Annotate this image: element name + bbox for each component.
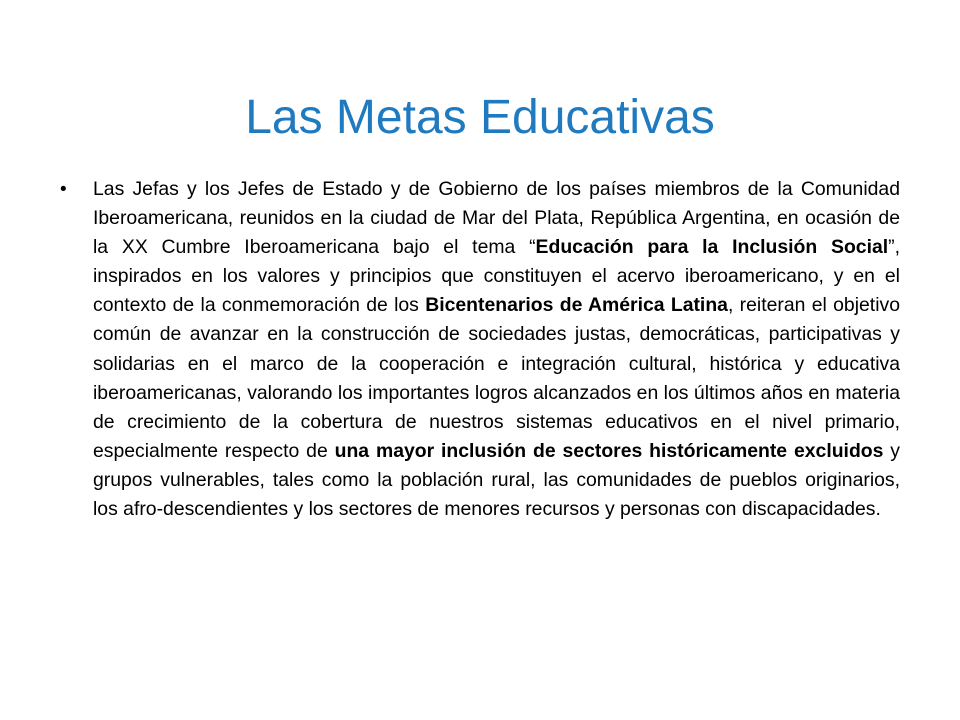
paragraph-emphasis: Educación para la Inclusión Social [535,236,889,259]
bullet-list [60,175,900,524]
paragraph-segment: y grupos vulnerables, tales como la población rural, las comunidades de pueblos originarios, los afro-descendientes y los sectores de menores recursos y personas con discapacidades. [93,439,900,521]
paragraph-segment: , reiteran el objetivo común de avanzar en la construcción de sociedades justas, democráticas, participativas y solidarias en el marco de la cooperación e integración cultural, histórica y educativa iberoamericanas, valorando los importantes logros alcanzados en los últimos años en materia de crecimiento de la cobertura de nuestros sistemas educativos en el nivel primario, especialmente respecto de [93,294,900,462]
slide-title: Las Metas Educativas [245,91,715,145]
paragraph-segment: Las Jefas y los Jefes de Estado y de Gobierno de los países miembros de la Comunidad Iberoamericana, reunidos en la ciudad de Mar del Plata, República Argentina, en ocasión de la XX Cumbre Iberoamericana bajo el tema “ [93,178,900,259]
paragraph-emphasis: Bicentenarios de América Latina [425,294,728,317]
paragraph-emphasis: una mayor inclusión de sectores históricamente excluidos [334,439,884,462]
bullet-paragraph [93,175,900,524]
list-item [60,175,900,524]
bullet-icon: • [60,179,67,200]
paragraph-segment: ”, inspirados en los valores y principios que constituyen el acervo iberoamericano, y en el contexto de la conmemoración de los [93,236,900,317]
